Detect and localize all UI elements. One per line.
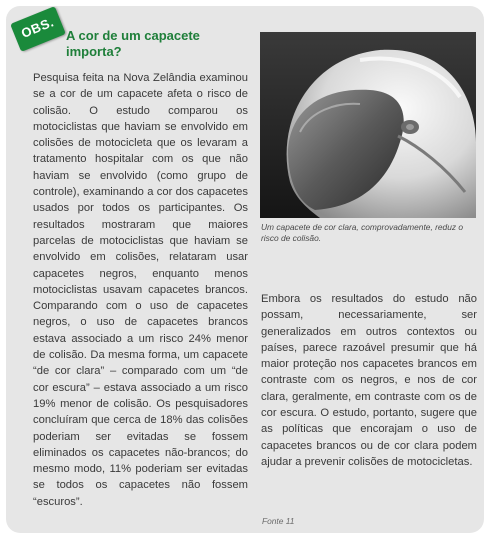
info-box <box>6 6 484 533</box>
source-note: Fonte 11 <box>262 516 295 526</box>
obs-badge <box>10 6 66 52</box>
box-title: A cor de um capacete importa? <box>66 28 200 59</box>
body-text-left: Pesquisa feita na Nova Zelândia examinou se a cor de um capacete afeta o risco de colisão. O estudo comparou os motociclistas que haviam se envolvido em colisões de motocicleta que os levaram a tratamento hospitalar com os que não haviam se envolvido (como grupo de controle), examinando a cor dos capacetes usados por todos os participantes. Os resultados mostraram que maiores parcelas de motociclistas que haviam se envolvido em colisões, relataram usar capacetes negros, enquanto menos motociclistas usavam capacetes brancos. Comparando com o uso de capacetes negros, o uso de capacetes brancos estava associado a um risco 24% menor de colisão. Da mesma forma, um capacete “de cor clara” – comparado com um “de cor escura” – estava associado a um risco 19% menor de colisão. Os pesquisadores concluíram que cerca de 18% das colisões poderiam ser evitadas se fossem eliminados os capacetes não-brancos; do mesmo modo, 11% poderiam ser evitadas se todos os capacetes não fossem “escuros”. <box>33 72 248 508</box>
photo-caption: Um capacete de cor clara, comprovadamente, reduz o risco de colisão. <box>261 222 464 243</box>
helmet-photo <box>260 32 476 218</box>
helmet-illustration <box>260 32 476 218</box>
obs-badge-label: OBS. <box>18 14 56 41</box>
body-text-right: Embora os resultados do estudo não possam, necessariamente, ser generalizados em outros contextos ou países, parece razoável presumir que há maior proteção nos capacetes brancos em contraste com os negros, e nos de cor clara, geralmente, em contraste com os de cor escura. O estudo, portanto, sugere que as políticas que encorajam o uso de capacetes brancos ou de cor clara podem ajudar a prevenir colisões de motocicletas. <box>261 293 477 468</box>
